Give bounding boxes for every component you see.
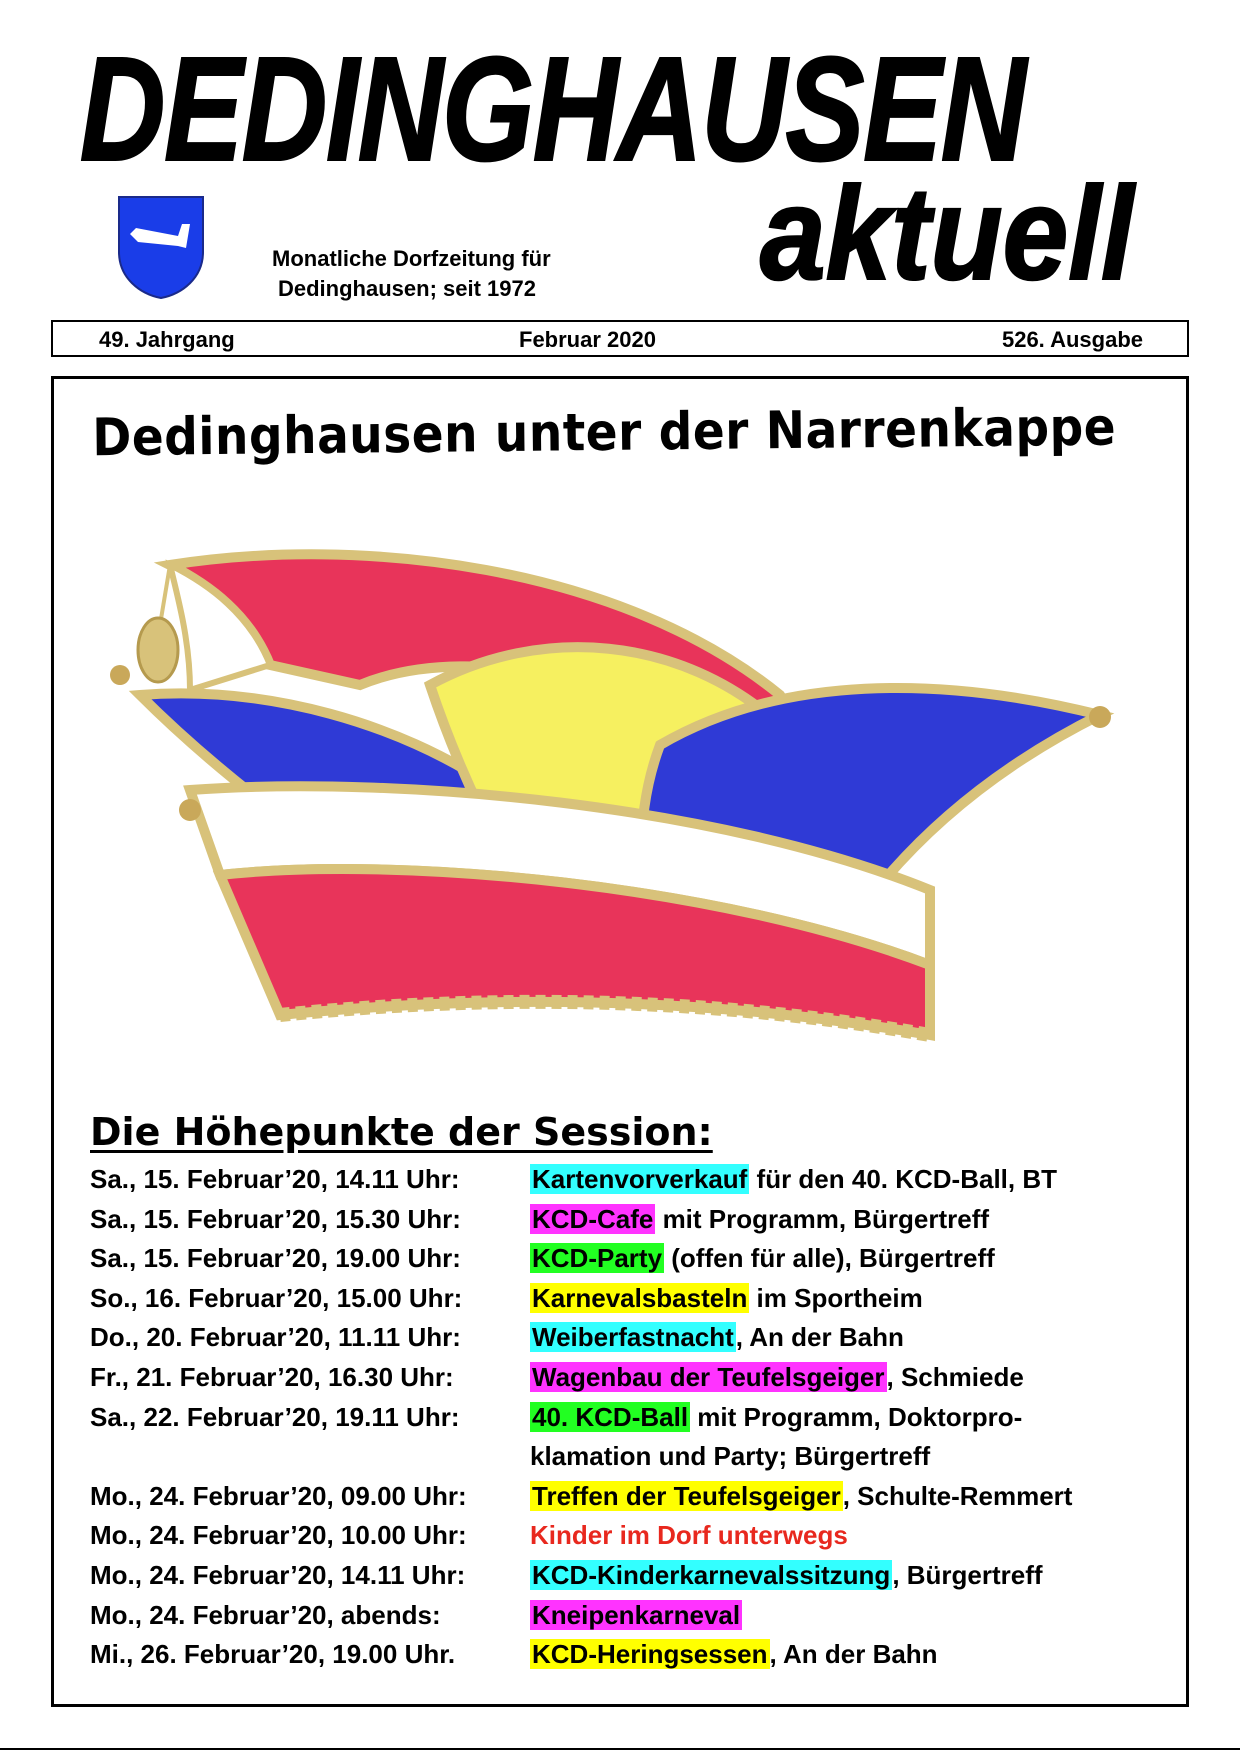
event-highlight: Karnevalsbasteln [532,1282,748,1313]
event-row [90,1596,1170,1636]
event-highlight: Weiberfastnacht [532,1322,734,1353]
event-details: für den 40. KCD-Ball, BT [749,1164,1058,1194]
event-continuation: klamation und Party; Bürgertreff [530,1441,931,1472]
event-description [530,1160,1170,1200]
event-details: , Schmiede [886,1361,1024,1392]
event-details: im Sportheim [749,1282,923,1313]
event-row [90,1398,1170,1438]
coat-of-arms-icon [116,194,206,300]
event-description [530,1477,1170,1517]
issue-number: 526. Ausgabe [1001,327,1143,352]
masthead-subtitle: aktuell [760,160,1134,308]
event-date: Mo., 24. Februar’20, 10.00 Uhr: [90,1520,467,1551]
event-schedule [90,1160,1170,1675]
event-details: mit Programm, Bürgertreff [655,1203,990,1234]
event-highlight: Kneipenkarneval [532,1599,741,1630]
event-description [530,1318,1170,1358]
event-row [90,1477,1170,1517]
event-description [530,1239,1170,1279]
event-details: , An der Bahn [735,1322,904,1353]
section-title: Die Höhepunkte der Session: [90,1110,713,1154]
event-row [90,1318,1170,1358]
event-row [90,1200,1170,1240]
event-date: Sa., 15. Februar’20, 15.30 Uhr: [90,1203,461,1234]
event-date: Fr., 21. Februar’20, 16.30 Uhr: [90,1361,454,1392]
tagline [272,244,551,304]
event-row [90,1358,1170,1398]
event-highlight: 40. KCD-Ball [532,1401,689,1432]
event-date: Mo., 24. Februar’20, 09.00 Uhr: [90,1480,467,1511]
event-highlight: KCD-Party [532,1243,663,1274]
event-description [530,1516,1170,1556]
event-highlight: KCD-Cafe [532,1203,654,1234]
event-row [90,1635,1170,1675]
event-row [90,1516,1170,1556]
event-date: Mo., 24. Februar’20, abends: [90,1599,441,1630]
headline: Dedinghausen unter der Narrenkappe [92,397,1117,469]
event-highlight: Kartenvorverkauf [532,1164,748,1194]
event-row [90,1239,1170,1279]
event-row [90,1160,1170,1200]
event-description [530,1279,1170,1319]
event-highlight: Treffen der Teufelsgeiger [532,1480,841,1511]
event-details: , An der Bahn [769,1639,938,1670]
event-description [530,1200,1170,1240]
page-bottom-rule [0,1748,1240,1750]
issue-date: Februar 2020 [519,327,656,352]
event-date: Sa., 22. Februar’20, 19.11 Uhr: [90,1401,460,1432]
event-details: (offen für alle), Bürgertreff [664,1243,995,1274]
event-date: So., 16. Februar’20, 15.00 Uhr: [90,1282,463,1313]
event-description [530,1635,1170,1675]
tagline-line-2: Dedinghausen; seit 1972 [278,276,536,301]
event-details: mit Programm, Doktorpro- [690,1401,1023,1432]
event-highlight: KCD-Kinderkarnevalssitzung [532,1559,891,1590]
volume-label: 49. Jahrgang [99,327,235,352]
event-date: Sa., 15. Februar’20, 19.00 Uhr: [90,1243,461,1274]
event-date: Sa., 15. Februar’20, 14.11 Uhr: [90,1164,460,1194]
masthead-title: DEDINGHAUSEN [80,27,1026,193]
event-description [530,1596,1170,1636]
event-details: , Schulte-Remmert [842,1480,1073,1511]
event-date: Do., 20. Februar’20, 11.11 Uhr: [90,1322,461,1353]
tagline-line-1: Monatliche Dorfzeitung für [272,246,551,271]
event-highlight: KCD-Heringsessen [532,1639,768,1670]
event-highlight: Wagenbau der Teufelsgeiger [532,1361,885,1392]
event-description [530,1358,1170,1398]
event-description [530,1556,1170,1596]
event-row [90,1556,1170,1596]
issue-info-bar [51,320,1189,357]
event-date: Mo., 24. Februar’20, 14.11 Uhr: [90,1559,466,1590]
event-date: Mi., 26. Februar’20, 19.00 Uhr. [90,1639,456,1670]
narrenkappe-illustration [100,525,1160,1095]
event-highlight: Kinder im Dorf unterwegs [530,1520,848,1551]
event-row [90,1279,1170,1319]
event-description [530,1398,1170,1438]
event-details: , Bürgertreff [892,1559,1043,1590]
